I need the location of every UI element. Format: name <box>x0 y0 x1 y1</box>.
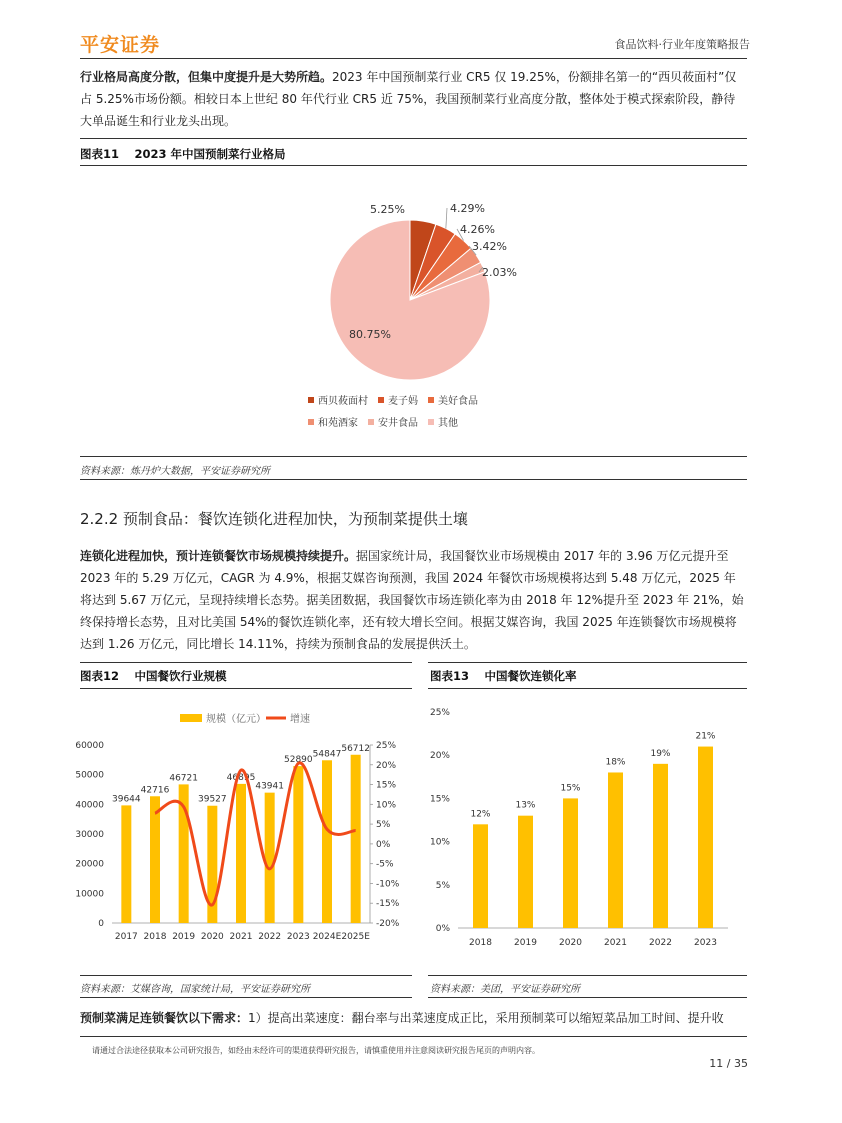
data-label: 39644 <box>112 794 141 805</box>
data-label: 4.26% <box>460 223 495 236</box>
data-label: 5.25% <box>370 203 405 216</box>
y-tick-left: 40000 <box>75 800 104 811</box>
x-tick-label: 2017 <box>114 932 138 942</box>
figure-12-rule <box>80 975 412 976</box>
figure-11-title: 图表11 2023 年中国预制菜行业格局 <box>80 147 286 161</box>
figure-top-rule <box>80 138 747 139</box>
x-tick-label: 2022 <box>258 932 282 942</box>
data-label: 18% <box>605 757 626 768</box>
data-label: 12% <box>470 809 491 820</box>
paragraph-lead: 预制菜满足连锁餐饮以下需求： <box>80 1011 249 1025</box>
y-tick-right: 0% <box>376 839 391 850</box>
paragraph-lead: 行业格局高度分散，但集中度提升是大势所趋。 <box>80 70 333 84</box>
data-label: 15% <box>560 783 581 794</box>
figure-12-bottom-rule <box>80 997 412 998</box>
figure-13-bottom-rule <box>428 997 747 998</box>
x-tick-label: 2022 <box>649 938 672 948</box>
pie-legend <box>308 392 548 429</box>
data-label: 21% <box>695 731 716 742</box>
company-logo: 平安证券 <box>80 34 161 56</box>
x-tick-label: 2020 <box>559 938 582 948</box>
pie-chart <box>300 190 560 390</box>
y-tick-right: 10% <box>376 800 397 811</box>
legend-swatch <box>378 397 384 403</box>
y-tick-left: 30000 <box>75 830 104 840</box>
bar <box>698 747 713 928</box>
bar <box>150 796 160 923</box>
footer-divider <box>80 1036 747 1037</box>
x-tick-label: 2021 <box>229 932 253 942</box>
y-tick-left: 50000 <box>75 770 104 781</box>
data-label: 4.29% <box>450 202 485 215</box>
footer-disclaimer: 请通过合法途径获取本公司研究报告，如经由未经许可的渠道获得研究报告，请慎重使用并注意阅读研究报告尾页的声明内容。 <box>92 1046 540 1055</box>
figure-13-rule <box>428 975 747 976</box>
legend-swatch-bar <box>180 714 202 722</box>
data-label: 3.42% <box>472 240 507 253</box>
bar <box>121 805 131 923</box>
data-label: 42716 <box>140 785 170 796</box>
data-label: 39527 <box>198 794 227 805</box>
bar-chart <box>428 695 747 960</box>
paragraph-needs <box>80 1007 747 1029</box>
bar <box>653 764 668 928</box>
x-tick-label: 2025E <box>341 932 370 942</box>
figure-13-top-rule <box>428 662 747 663</box>
y-tick-right: -15% <box>376 899 400 910</box>
figure-13-source: 资料来源：美团，平安证券研究所 <box>430 984 580 995</box>
y-tick-right: 15% <box>376 780 397 791</box>
y-tick-label: 5% <box>435 880 450 891</box>
y-tick-right: 5% <box>376 820 391 831</box>
legend-label: 和苑酒家 <box>318 418 358 429</box>
legend-label: 其他 <box>438 418 458 429</box>
y-tick-left: 20000 <box>75 859 104 870</box>
data-label: 52890 <box>284 755 313 766</box>
legend-item <box>428 414 458 429</box>
data-label: 54847 <box>312 749 342 760</box>
bar <box>322 760 332 923</box>
data-label: 56712 <box>341 743 370 754</box>
figure-12-source: 资料来源：艾媒咨询，国家统计局，平安证券研究所 <box>80 984 310 995</box>
y-tick-label: 15% <box>429 794 450 805</box>
legend-label: 西贝莜面村 <box>318 396 368 407</box>
legend-label: 麦子妈 <box>388 396 418 407</box>
figure-bottom-rule <box>80 479 747 480</box>
x-tick-label: 2024E <box>312 932 342 942</box>
y-tick-right: 25% <box>376 741 397 751</box>
legend-label: 安井食品 <box>378 418 418 429</box>
paragraph-body: 据国家统计局，我国餐饮业市场规模由 2017 年的 3.96 万亿元提升至 2023 年的 5.29 万亿元，CAGR 为 4.9%，根据艾媒咨询预测，我国 2024 年餐饮市场规模将达到 5.48 万亿元，2025 年将达到 5.67 万亿元，呈现持续增长态势。据美团数据，我国餐饮市场连锁化率为由 2018 年 12%提升至 2023 年 21%，始终保持增长态势，且对比美国 54%的餐饮连锁化率，还有较大增长空间。根据艾媒咨询，我国 2025 年连锁餐饮市场规模将达到 1.26 万亿元，同比增长 14.11%，持续为预制食品的发展提供沃土。 <box>80 549 744 651</box>
y-tick-left: 10000 <box>75 889 104 900</box>
y-tick-left: 0 <box>98 919 104 929</box>
x-tick-label: 2023 <box>694 938 717 948</box>
bar <box>265 793 275 923</box>
x-tick-label: 2020 <box>200 932 224 942</box>
figure-12-title: 图表12 中国餐饮行业规模 <box>80 669 227 683</box>
bar <box>518 816 533 928</box>
legend-swatch <box>368 419 374 425</box>
header-divider <box>80 58 747 59</box>
x-tick-label: 2023 <box>286 932 310 942</box>
paragraph-lead: 连锁化进程加快，预计连锁餐饮市场规模持续提升。 <box>80 549 357 563</box>
figure-12-top-rule <box>80 662 412 663</box>
leader-line <box>446 208 447 228</box>
data-label: 80.75% <box>349 328 391 341</box>
x-tick-label: 2019 <box>172 932 196 942</box>
x-tick-label: 2019 <box>514 938 537 948</box>
bar <box>608 772 623 928</box>
legend-label: 增速 <box>290 714 310 725</box>
figure-rule <box>80 456 747 457</box>
bar <box>351 755 361 923</box>
legend-item <box>308 414 358 429</box>
legend-swatch <box>428 397 434 403</box>
y-tick-label: 10% <box>429 837 450 848</box>
figure-13-rule <box>428 688 747 689</box>
legend-label: 规模（亿元） <box>206 714 266 725</box>
data-label: 13% <box>515 800 536 811</box>
y-tick-right: -5% <box>376 859 394 870</box>
data-label: 46721 <box>169 773 198 784</box>
y-tick-label: 25% <box>429 708 450 718</box>
page-number: 11 / 35 <box>709 1057 748 1070</box>
legend-item <box>378 392 418 407</box>
legend-label: 美好食品 <box>438 396 478 407</box>
bar <box>236 784 246 923</box>
figure-12-rule <box>80 688 412 689</box>
y-tick-left: 60000 <box>75 741 104 751</box>
bar <box>473 824 488 928</box>
data-label: 2.03% <box>482 266 517 279</box>
y-tick-right: 20% <box>376 760 397 771</box>
figure-13-title: 图表13 中国餐饮连锁化率 <box>430 669 577 683</box>
data-label: 43941 <box>255 781 284 792</box>
report-header-title: 食品饮料·行业年度策略报告 <box>614 38 750 51</box>
section-title: 2.2.2 预制食品：餐饮连锁化进程加快，为预制菜提供土壤 <box>80 510 468 528</box>
legend-item <box>428 392 478 407</box>
data-label: 19% <box>650 748 671 759</box>
x-tick-label: 2018 <box>469 938 492 948</box>
figure-11-source: 资料来源：炼丹炉大数据，平安证券研究所 <box>80 466 270 477</box>
data-label: 46895 <box>226 772 256 783</box>
y-tick-label: 20% <box>429 751 450 762</box>
paragraph-industry-structure <box>80 66 747 132</box>
legend-swatch <box>308 397 314 403</box>
combo-chart <box>75 695 412 960</box>
paragraph-chain-restaurants <box>80 545 747 655</box>
figure-rule <box>80 165 747 166</box>
legend-item <box>308 392 368 407</box>
bar <box>293 766 303 923</box>
paragraph-body: 1）提高出菜速度：翻台率与出菜速度成正比，采用预制菜可以缩短菜品加工时间、提升收 <box>248 1011 724 1025</box>
legend-item <box>368 414 418 429</box>
y-tick-right: -20% <box>376 919 400 929</box>
legend-swatch <box>308 419 314 425</box>
legend-swatch <box>428 419 434 425</box>
paragraph-body: 2023 年中国预制菜行业 CR5 仅 19.25%，份额排名第一的“西贝莜面村”仅占 5.25%市场份额。相较日本上世纪 80 年代行业 CR5 近 75%，我国预制菜行业高度分散，整体处于模式探索阶段，静待大单品诞生和行业龙头出现。 <box>80 70 737 128</box>
y-tick-right: -10% <box>376 879 400 890</box>
x-tick-label: 2018 <box>143 932 167 942</box>
bar <box>563 798 578 928</box>
x-tick-label: 2021 <box>604 938 627 948</box>
y-tick-label: 0% <box>435 924 450 934</box>
